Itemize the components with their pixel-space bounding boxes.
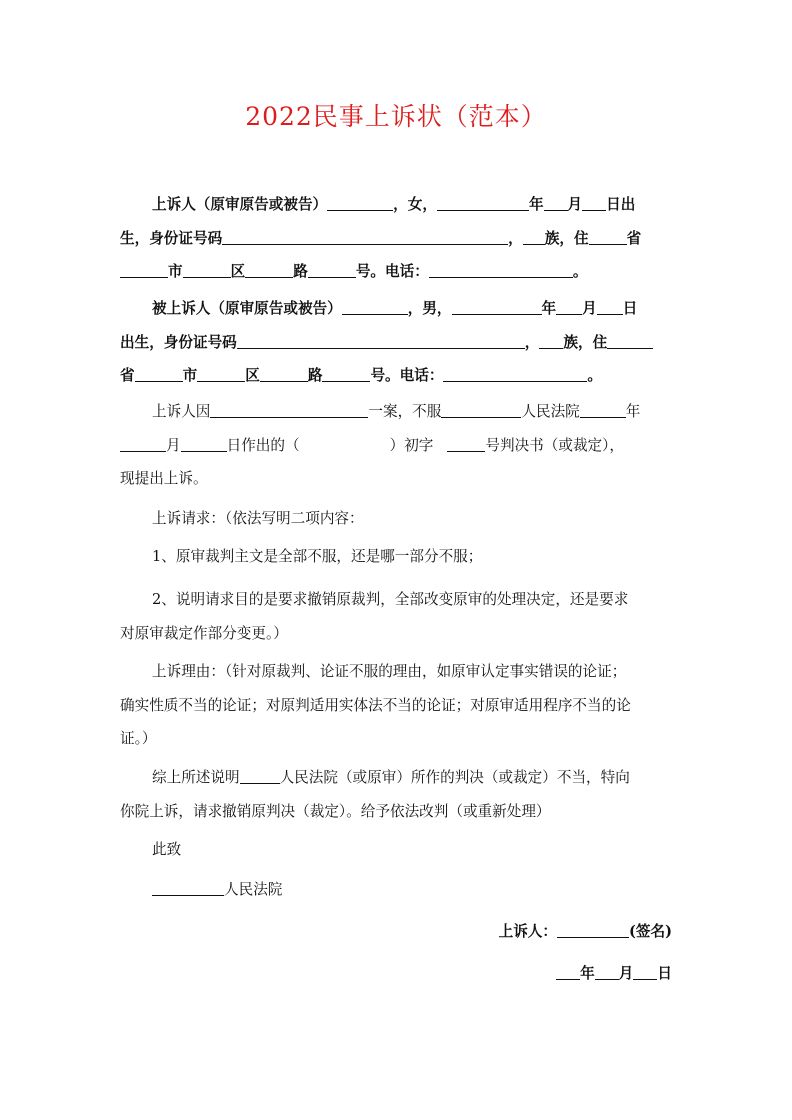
- appellant-province-label: 省: [626, 229, 642, 247]
- appellee-road-blank[interactable]: [260, 364, 308, 382]
- request-item-1: [120, 540, 672, 574]
- summary-line-1: [120, 761, 672, 795]
- reason-section: [120, 655, 672, 756]
- appellee-role: 被上诉人（原审原告或被告）: [152, 300, 342, 317]
- appellant-birth-month-blank[interactable]: [544, 193, 568, 211]
- appellee-road-label: 路: [307, 367, 323, 384]
- case-court-blank[interactable]: [441, 400, 521, 418]
- date-month-label: 月: [618, 965, 634, 982]
- case-year-blank[interactable]: [580, 400, 626, 418]
- appellant-birth-day-blank[interactable]: [582, 193, 606, 211]
- request-item-2-line-2: 对原审裁定作部分变更。）: [120, 624, 288, 642]
- request-section: [120, 502, 672, 536]
- appellee-birth-year-blank[interactable]: [452, 297, 542, 315]
- appellant-name-blank[interactable]: [327, 193, 393, 211]
- appellee-phone-blank[interactable]: [443, 364, 587, 382]
- summary-text-1: 综上所述说明: [152, 769, 240, 786]
- appellant-birth-year-blank[interactable]: [437, 193, 529, 211]
- appellant-city-label: 市: [168, 263, 183, 280]
- appellee-city-label: 市: [182, 367, 198, 384]
- case-month-blank[interactable]: [120, 434, 166, 452]
- signature-label: 上诉人：: [498, 923, 557, 940]
- appellee-name-blank[interactable]: [342, 297, 408, 315]
- summary-court-blank[interactable]: [240, 766, 280, 784]
- appellee-province-blank[interactable]: [607, 331, 653, 349]
- court-name-blank[interactable]: [152, 878, 224, 896]
- appellant-ethnicity-blank[interactable]: [523, 227, 545, 245]
- appellee-city-blank[interactable]: [135, 364, 183, 382]
- appellant-month-label: 月: [567, 196, 583, 213]
- appellant-id-label: 生，身份证号码: [120, 229, 223, 247]
- appellee-birth-day-blank[interactable]: [597, 297, 623, 315]
- case-text-1: 上诉人因: [152, 403, 211, 420]
- appellee-id-label: 出生，身份证号码: [120, 333, 237, 351]
- appellee-line-1: [120, 292, 672, 326]
- appellant-number-phone-label: 号。电话：: [355, 263, 429, 280]
- date-line: [556, 957, 672, 991]
- appellant-ethnicity-comma: ，: [508, 229, 523, 247]
- case-text-7: ）初字: [389, 436, 434, 454]
- appellee-month-label: 月: [582, 300, 597, 317]
- appellee-province-label: 省: [120, 367, 135, 384]
- summary-text-2: 人民法院（或原审）所作的判决（或裁定）不当，特向: [279, 769, 630, 786]
- appellant-role: 上诉人（原审原告或被告）: [152, 196, 328, 213]
- appellant-district-blank[interactable]: [183, 260, 231, 278]
- signature-suffix: (签名): [629, 923, 672, 940]
- case-line-3: 现提出上诉。: [120, 470, 208, 487]
- appellant-born-label: 日出: [606, 196, 636, 213]
- case-paragraph: [120, 395, 672, 496]
- appellant-gender: ，女，: [393, 196, 437, 213]
- case-line-1: [120, 395, 672, 429]
- appellant-end: 。: [572, 263, 588, 280]
- request-heading: 上诉请求：（依法写明二项内容：: [152, 510, 364, 527]
- salutation-section: [120, 833, 672, 867]
- appellant-year-label: 年: [528, 196, 544, 213]
- appellee-line-3: [120, 359, 672, 393]
- appellee-district-label: 区: [245, 367, 260, 384]
- case-text-2: 一案，不服: [368, 403, 442, 420]
- appellee-ethnicity-comma: ，: [524, 333, 540, 351]
- date-day-label: 日: [657, 965, 672, 982]
- appellee-section: [120, 292, 672, 393]
- salutation-text: 此致: [152, 841, 182, 858]
- summary-section: [120, 761, 672, 828]
- appellee-day-label: 日: [622, 300, 638, 317]
- appellant-section: [120, 188, 672, 289]
- court-address-section: [120, 873, 672, 907]
- appellee-line-2: [120, 326, 672, 360]
- request-item-2: [120, 583, 672, 650]
- case-day-blank[interactable]: [181, 434, 227, 452]
- case-year-label: 年: [625, 403, 641, 420]
- appellant-number-blank[interactable]: [308, 260, 356, 278]
- appellee-ethnicity-blank[interactable]: [539, 331, 563, 349]
- appellant-road-blank[interactable]: [245, 260, 293, 278]
- appellant-city-blank[interactable]: [120, 260, 168, 278]
- appellee-gender: ，男，: [407, 300, 452, 317]
- appellant-road-label: 路: [293, 263, 308, 280]
- court-address-line: [120, 873, 672, 907]
- signature-blank[interactable]: [557, 920, 629, 938]
- request-item-1-text: 1、原审裁判主文是全部不服，还是哪一部分不服；: [152, 548, 483, 565]
- appellant-line-1: [120, 188, 672, 222]
- case-text-3: 人民法院: [521, 403, 580, 420]
- appellant-id-blank[interactable]: [222, 227, 508, 245]
- reason-line-1: 上诉理由：（针对原裁判、论证不服的理由，如原审认定事实错误的论证；: [152, 663, 627, 680]
- appellee-district-blank[interactable]: [197, 364, 245, 382]
- case-month-label: 月: [166, 436, 181, 454]
- appellant-line-3: [120, 255, 672, 289]
- document-title: 2022民事上诉状（范本）: [245, 102, 547, 131]
- case-number-blank[interactable]: [447, 434, 485, 452]
- appellee-ethnicity-label: 族，住: [563, 333, 608, 351]
- date-month-blank[interactable]: [595, 962, 619, 980]
- signature-line: [499, 915, 672, 949]
- appellee-number-blank[interactable]: [322, 364, 370, 382]
- appellant-district-label: 区: [230, 263, 246, 280]
- reason-line-2: 确实性质不当的论证；对原判适用实体法不当的论证；对原审适用程序不当的论: [120, 696, 631, 714]
- case-line-2: [120, 429, 672, 463]
- case-cause-blank[interactable]: [210, 400, 368, 418]
- appellee-id-blank[interactable]: [237, 331, 525, 349]
- appellant-province-blank[interactable]: [589, 227, 627, 245]
- appellant-ethnicity-label: 族，住: [544, 229, 589, 247]
- appellee-birth-month-blank[interactable]: [556, 297, 582, 315]
- date-day-blank[interactable]: [633, 962, 657, 980]
- request-item-2-line-1: 2、说明请求目的是要求撤销原裁判，全部改变原审的处理决定，还是要求: [152, 591, 629, 608]
- court-suffix: 人民法院: [224, 881, 283, 898]
- date-year-blank[interactable]: [556, 962, 580, 980]
- case-text-8: 号判决书（或裁定），: [485, 436, 625, 454]
- summary-line-2: 你院上诉，请求撤销原判决（裁定）。给予依法改判（或重新处理）: [120, 802, 551, 820]
- appellant-line-2: [120, 222, 672, 256]
- appellee-end: 。: [587, 367, 603, 384]
- case-text-6: 日作出的（: [226, 436, 300, 454]
- appellee-number-phone-label: 号。电话：: [370, 367, 444, 384]
- appellant-phone-blank[interactable]: [429, 260, 573, 278]
- appellee-year-label: 年: [541, 300, 557, 317]
- reason-line-3: 证。）: [120, 730, 157, 747]
- date-year-label: 年: [580, 965, 595, 982]
